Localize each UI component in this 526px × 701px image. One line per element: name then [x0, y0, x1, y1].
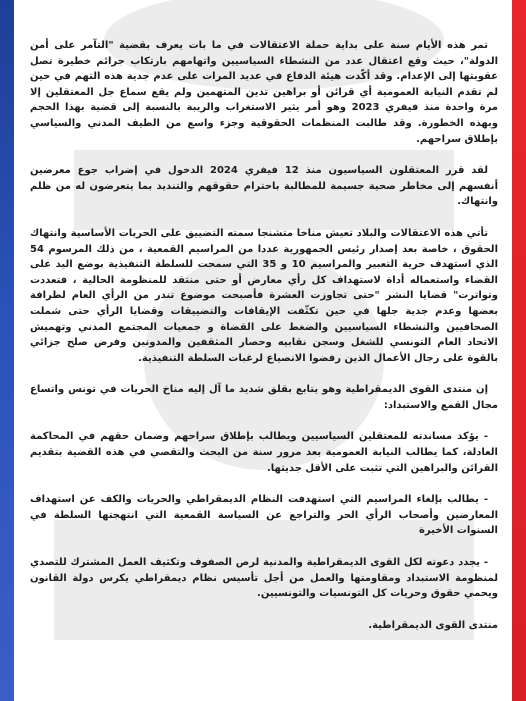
paragraph-forum-position: إن منتدى القوى الديمقراطية وهو يتابع بقلق شديد ما آل إليه مناخ الحريات في تونس واتساع مجال القمع والاستبداد:	[30, 384, 498, 411]
paragraph-hunger-strike: لقد قرر المعتقلون السياسيون منذ 12 فيفري 2024 الدخول في إضراب جوع معرضين أنفسهم إلى مخاطر صحية جسيمة للمطالبة باحترام حقوقهم والتنديد بما يتعرضون له من ظلم وانتهاك.	[30, 165, 498, 208]
flag-stripe-red	[512, 0, 526, 701]
demand-item: - يطالب بإلغاء المراسيم التي استهدفت النظام الديمقراطي والحريات والكف عن استهداف المعارضين وأصحاب الرأي الحر والتراجع عن السياسة القمعية التي انتهجتها السلطة في السنوات الأخيرة	[30, 494, 498, 537]
statement-document	[30, 38, 498, 701]
paragraph-intro: تمر هذه الأيام سنة على بداية حملة الاعتقالات في ما بات يعرف بقضية "التآمر على أمن الدولة"، حيث وقع اعتقال عدد من النشطاء السياسيين واتهامهم بارتكاب جرائم خطيرة تصل عقوبتها إلى الإعدام. وقد أكّدت هيئة الدفاع في عديد المرات على عدم جدية هذه التهم في حين لم تقدم النيابة العمومية أي قرائن أو براهين تدين المتهمين ولم يقع سماع جل المعتقلين إلا مرة واحدة منذ فيفري 2023 وهو أمر يثير الاستغراب والريبة بالنسبة إلى قضية بهذا الحجم وبهذه الخطورة. وقد طالبت المنظمات الحقوقية وجزء واسع من الطيف المدني والسياسي بإطلاق سراحهم.	[30, 40, 498, 145]
demand-item: - يجدد دعوته لكل القوى الديمقراطية والمدنية لرص الصفوف وتكثيف العمل المشترك للتصدي لمنظومة الاستبداد ومقاومتها والعمل من أجل تأسيس نظام ديمقراطي يكرس دولة القانون ويحمي حقوق وحريات كل التونسيات والتونسيين.	[30, 557, 498, 600]
demand-item: - يؤكد مساندته للمعتقلين السياسيين ويطالب بإطلاق سراحهم وضمان حقهم في المحاكمة العادلة، كما يطالب النيابة العمومية بعد مرور سنة من البحث والتقصي في هذه القضية بتقديم القرائن والبراهين التي تثبت على الأقل جديتها.	[30, 431, 498, 474]
flag-stripe-blue	[0, 0, 14, 701]
signature: منتدى القوى الديمقراطية.	[368, 619, 498, 631]
paragraph-context: تأتي هذه الاعتقالات والبلاد تعيش مناخا متشنجا سمته التضييق على الحريات الأساسية وانتهاك الحقوق ، خاصة بعد إصدار رئيس الجمهورية عددا من المراسيم القمعية ، من ذلك المرسوم 54 الذي استهدف حرية التعبير والمراسيم 10 و 35 التي سمحت للسلطة التنفيذية بوضع اليد على القضاء واستعماله أداة لاستهداف كل رأي معارض أو حتى منتقد للمنظومة الحالية ، فتعددت وتواترت" قضايا النشر "حتى تجاوزت العشرة فأصبحت موضوع تندر من الرأي العام لطرافة بعضها وعدم جدية جلها في حين تكثّفت الإيقافات والتضييقات وقضايا الرأي حتى شملت الصحافيين والنشطاء السياسيين والضغط على القضاة و جمعيات المجتمع المدني وتهميش الاتحاد العام التونسي للشغل وسجن نقابيه وحصار المثقفين والمدونين وفرض صلح جزائي بالقوة على رجال الأعمال الذين رفضوا الانصياع لرغبات السلطة التنفيذية.	[30, 227, 498, 364]
